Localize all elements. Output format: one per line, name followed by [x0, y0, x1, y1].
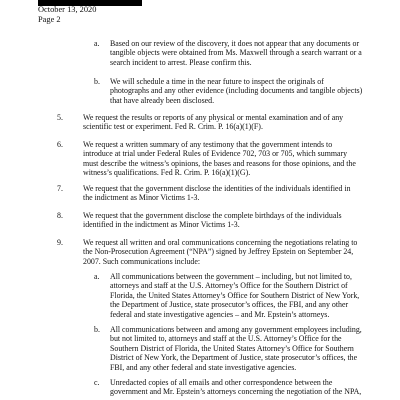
item-line: federal and state investigative agencies – and Mr. Epstein’s attorneys.	[110, 309, 330, 319]
item-line: photographs and any other evidence (including documents and tangible objects)	[110, 86, 363, 96]
item-marker: c.	[94, 378, 100, 387]
item-line: All communications between the government – including, but not limited to,	[110, 272, 352, 281]
item-line: witness’s qualifications. Fed R. Crim. P. 16(a)(1)(G).	[83, 168, 251, 178]
item-marker: a.	[94, 272, 100, 281]
item-marker: a.	[94, 39, 100, 48]
item-line: We request that the government disclose the identities of the individuals identified in	[83, 184, 351, 193]
item-line: identified in the indictment as Minor Victims 1-3.	[83, 220, 240, 230]
item-line: FBI, and any other federal and state investigative agencies.	[110, 362, 297, 372]
item-line: the Non-Prosecution Agreement (“NPA”) signed by Jeffrey Epstein on September 24,	[83, 247, 354, 257]
item-line: We request a written summary of any testimony that the government intends to	[83, 140, 333, 149]
item-line: Southern District of Florida, the United States Attorney’s Office for Southern	[110, 343, 354, 353]
item-line: We request the results or reports of any physical or mental examination and of any	[83, 113, 344, 122]
item-line: that have already been disclosed.	[110, 95, 215, 105]
item-marker: 5.	[57, 113, 63, 122]
item-line: attorneys and staff at the U.S. Attorney’s Office for the Southern District of	[110, 281, 348, 291]
item-marker: 9.	[57, 238, 63, 247]
item-line: Florida, the United States Attorney’s Office for Southern District of New York,	[110, 290, 360, 300]
item-marker: 8.	[57, 211, 63, 220]
item-line: tangible objects were obtained from Ms. Maxwell through a search warrant or a	[110, 48, 362, 58]
item-marker: b.	[94, 325, 100, 334]
item-line: Based on our review of the discovery, it does not appear that any documents or	[110, 39, 360, 48]
item-line: We will schedule a time in the near future to inspect the originals of	[110, 77, 324, 86]
item-line: 2007. Such communications include:	[83, 256, 201, 266]
header-page: Page 2	[38, 14, 61, 24]
item-line: the indictment as Minor Victims 1-3.	[83, 193, 200, 203]
item-line: We request all written and oral communications concerning the negotiations relating to	[83, 238, 358, 247]
item-line: scientific test or experiment. Fed R. Crim. P. 16(a)(1)(F).	[83, 122, 263, 132]
item-line: Unredacted copies of all emails and other correspondence between the	[110, 378, 333, 387]
item-line: search incident to arrest. Please confirm this.	[110, 57, 252, 67]
header-date: October 13, 2020	[38, 5, 97, 14]
item-marker: 7.	[57, 184, 63, 193]
item-line: must describe the witness’s opinions, the bases and reasons for those opinions, and the	[83, 158, 356, 168]
item-line: but not limited to, attorneys and staff at the U.S. Attorney’s Office for the	[110, 334, 342, 344]
item-line: the Department of Justice, state prosecutor’s offices, the FBI, and any other	[110, 300, 349, 310]
item-marker: b.	[94, 77, 100, 86]
item-marker: 6.	[57, 140, 63, 149]
item-line: government and Mr. Epstein’s attorneys concerning the negotiation of the NPA,	[110, 387, 362, 397]
item-line: introduce at trial under Federal Rules of Evidence 702, 703 or 705, which summary	[83, 149, 348, 159]
item-line: We request that the government disclose the complete birthdays of the individuals	[83, 211, 342, 220]
item-line: All communications between and among any government employees including,	[110, 325, 362, 334]
item-line: District of New York, the Department of Justice, state prosecutor’s offices, the	[110, 353, 358, 363]
